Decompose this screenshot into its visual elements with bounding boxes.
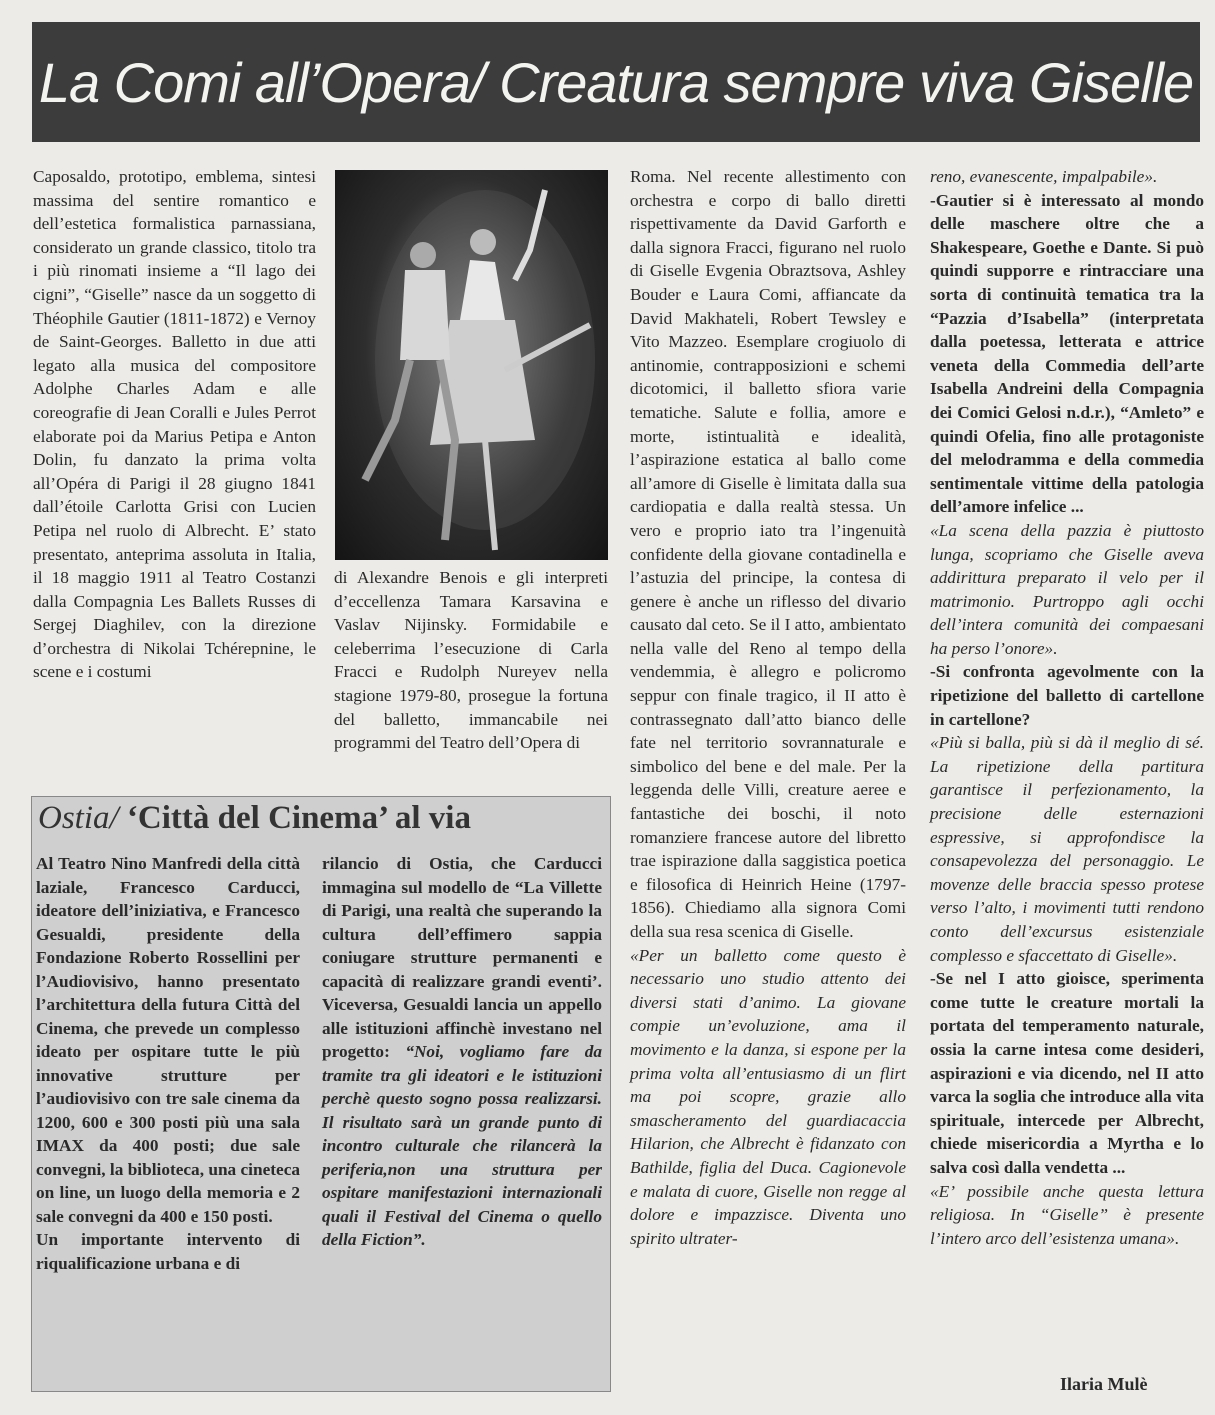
box-quote: “Noi, vogliamo fare da tramite tra gli ideatori e le istituzioni perchè questo sogno possa realizzarsi. Il risultato sarà un grande punto di incontro culturale che rilancerà la periferia,non una struttura per ospitare manifestazioni internazionali quali il Festival del Cinema o quello della Fiction”. (322, 1042, 602, 1249)
box-column-2 (322, 852, 602, 1252)
interview-answer: «Per un balletto come questo è necessario uno studio attento dei diversi stati d’animo. La giovane compie un’evoluzione, ama il movimento e la danza, si espone per la prima volta all’entusiasmo di un flirt ma poi scopre, grazie allo smascheramento del guardiacaccia Hilarion, che Albrecht è fidanzato con Bathilde, figlia del Duca. Cagionevole e malata di cuore, Giselle non regge al dolore e impazzisce. Diventa uno spirito ultrater- (630, 945, 906, 1248)
interview-answer: «La scena della pazzia è piuttosto lunga, scopriamo che Giselle aveva addirittura preparato il velo per il matrimonio. Purtroppo agli occhi dell’intera comunità dei compaesani ha perso l’onore». (930, 520, 1204, 658)
article-column-3 (630, 165, 906, 1250)
box-text: Un importante intervento di riqualificazione urbana e di (36, 1230, 300, 1273)
box-headline (38, 800, 600, 840)
box-text: rilancio di Ostia, che Carducci immagina sul modello de “La Villette di Parigi, una realtà che superando la cultura dell’effimero sappia coniugare strutture permanenti e capacità di realizzare grandi eventi’. Viceversa, Gesualdi lancia un appello alle istituzioni affinchè investano nel progetto: (322, 854, 602, 1061)
ballet-photo (335, 170, 608, 560)
box-text: Al Teatro Nino Manfredi della città laziale, Francesco Carducci, ideatore dell’iniziativa, e Francesco Gesualdi, presidente della Fondazione Roberto Rossellini per l’Audiovisivo, hanno presentato l’architettura della futura Città del Cinema, che prevede un complesso ideato per ospitare tutte le più innovative strutture per l’audiovisivo con tre sale cinema da 1200, 600 e 300 posti più una sala IMAX da 400 posti; due sale convegni, la biblioteca, una cineteca on line, un luogo della memoria e 2 sale convegni da 400 e 150 posti. (36, 854, 301, 1226)
interview-question: -Gautier si è interessato al mondo delle maschere oltre che a Shakespeare, Goethe e Dante. Si può quindi supporre e rintracciare una sorta di continuità tematica tra la “Pazzia d’Isabella” (interpretata dalla poetessa, letterata e attrice veneta della Commedia dell’arte Isabella Andreini della Compagnia dei Comici Gelosi n.d.r.), “Amleto” e quindi Ofelia, fino alle protagoniste del melodramma e della commedia sentimentale vittime della patologia dell’amore infelice ... (930, 190, 1204, 517)
article-column-2 (334, 566, 608, 755)
box-headline-place: Ostia/ (38, 800, 119, 836)
dancers-image (335, 170, 608, 560)
article-column-4 (930, 165, 1204, 1250)
box-headline-title: ‘Città del Cinema’ al via (118, 800, 471, 836)
box-column-1 (36, 852, 300, 1275)
author-signature: Ilaria Mulè (1060, 1374, 1148, 1394)
interview-question: -Si confronta agevolmente con la ripetizione del balletto di cartellone in cartellone? (930, 662, 1204, 729)
interview-answer: «Più si balla, più si dà il meglio di sé. La ripetizione della partitura garantisce il perfezionamento, la precisione delle esternazioni espressive, si approfondisce la consapevolezza del personaggio. Le movenze delle braccia spesso protese verso l’alto, i movimenti tutti rendono conto dell’excursus esistenziale complesso e sfaccettato di Giselle». (930, 733, 1204, 965)
interview-answer: «E’ possibile anche questa lettura religiosa. In “Giselle” è presente l’intero arco dell’esistenza umana». (930, 1181, 1204, 1248)
interview-answer: reno, evanescente, impalpabile». (930, 167, 1158, 186)
article-text: Caposaldo, prototipo, emblema, sintesi massima del sentire romantico e dell’estetica formalistica parnassiana, considerato un grande classico, titolo tra i più rinomati insieme a “Il lago dei cigni”, “Giselle” nasce da un soggetto di Théophile Gautier (1811-1872) e Vernoy de Saint-Georges. Balletto in due atti legato alla musica del compositore Adolphe Charles Adam e alle coreografie di Jean Coralli e Jules Perrot elaborate poi da Marius Petipa e Anton Dolin, fu danzato la prima volta all’Opéra di Parigi il 28 giugno 1841 dall’étoile Carlotta Grisi con Lucien Petipa nel ruolo di Albrecht. E’ stato presentato, anteprima assoluta in Italia, il 18 maggio 1911 al Teatro Costanzi dalla Compagnia Les Ballets Russes di Sergej Diaghilev, con la direzione d’orchestra di Nikolai Tchérepnine, le scene e i costumi (33, 167, 316, 682)
article-column-1 (33, 165, 316, 684)
headline: La Comi all’Opera/ Creatura sempre viva Giselle (32, 22, 1200, 142)
article-text: Roma. Nel recente allestimento con orchestra e corpo di ballo diretti rispettivamente da David Garforth e dalla signora Fracci, figurano nel ruolo di Giselle Evgenia Obraztsova, Ashley Bouder e Laura Comi, affiancate da David Makhateli, Robert Tewsley e Vito Mazzeo. Esemplare crogiuolo di antinomie, contrapposizioni e schemi dicotomici, il balletto sfiora varie tematiche. Salute e follia, amore e morte, istintualità e idealità, l’aspirazione estatica al ballo come all’amore di Giselle è limitata dalla sua cardiopatia e dalla realtà stessa. Un vero e proprio iato tra l’ingenuità confidente della giovane contadinella e l’astuzia del principe, la contesa di genere è anche un riflesso del divario causato dal ceto. Se il I atto, ambientato nella valle del Reno al tempo della vendemmia, è allegro e policromo seppur con finale tragico, il II atto è contrassegnato dall’atto bianco delle fate nel territorio sovrannaturale e simbolico del bene e del male. Per la leggenda delle Villi, creature aeree e fantastiche dei boschi, il noto romanziere francese autore del libretto trae ispirazione dalla saggistica poetica e filosofica di Heinrich Heine (1797-1856). Chiediamo alla signora Comi della sua resa scenica di Giselle. (630, 167, 906, 941)
interview-question: -Se nel I atto gioisce, sperimenta come tutte le creature mortali la portata del temperamento naturale, ossia la carne intesa come desideri, aspirazioni e via dicendo, nel II atto varca la soglia che introduce alla vita spirituale, intercede per Albrecht, chiede misericordia a Myrtha e lo salva così dalla vendetta ... (930, 969, 1204, 1177)
article-text: di Alexandre Benois e gli interpreti d’eccellenza Tamara Karsavina e Vaslav Nijinsky. Formidabile e celeberrima l’esecuzione di Carla Fracci e Rudolph Nureyev nella stagione 1979-80, prosegue la fortuna del balletto, immancabile nei programmi del Teatro dell’Opera di (334, 568, 608, 753)
